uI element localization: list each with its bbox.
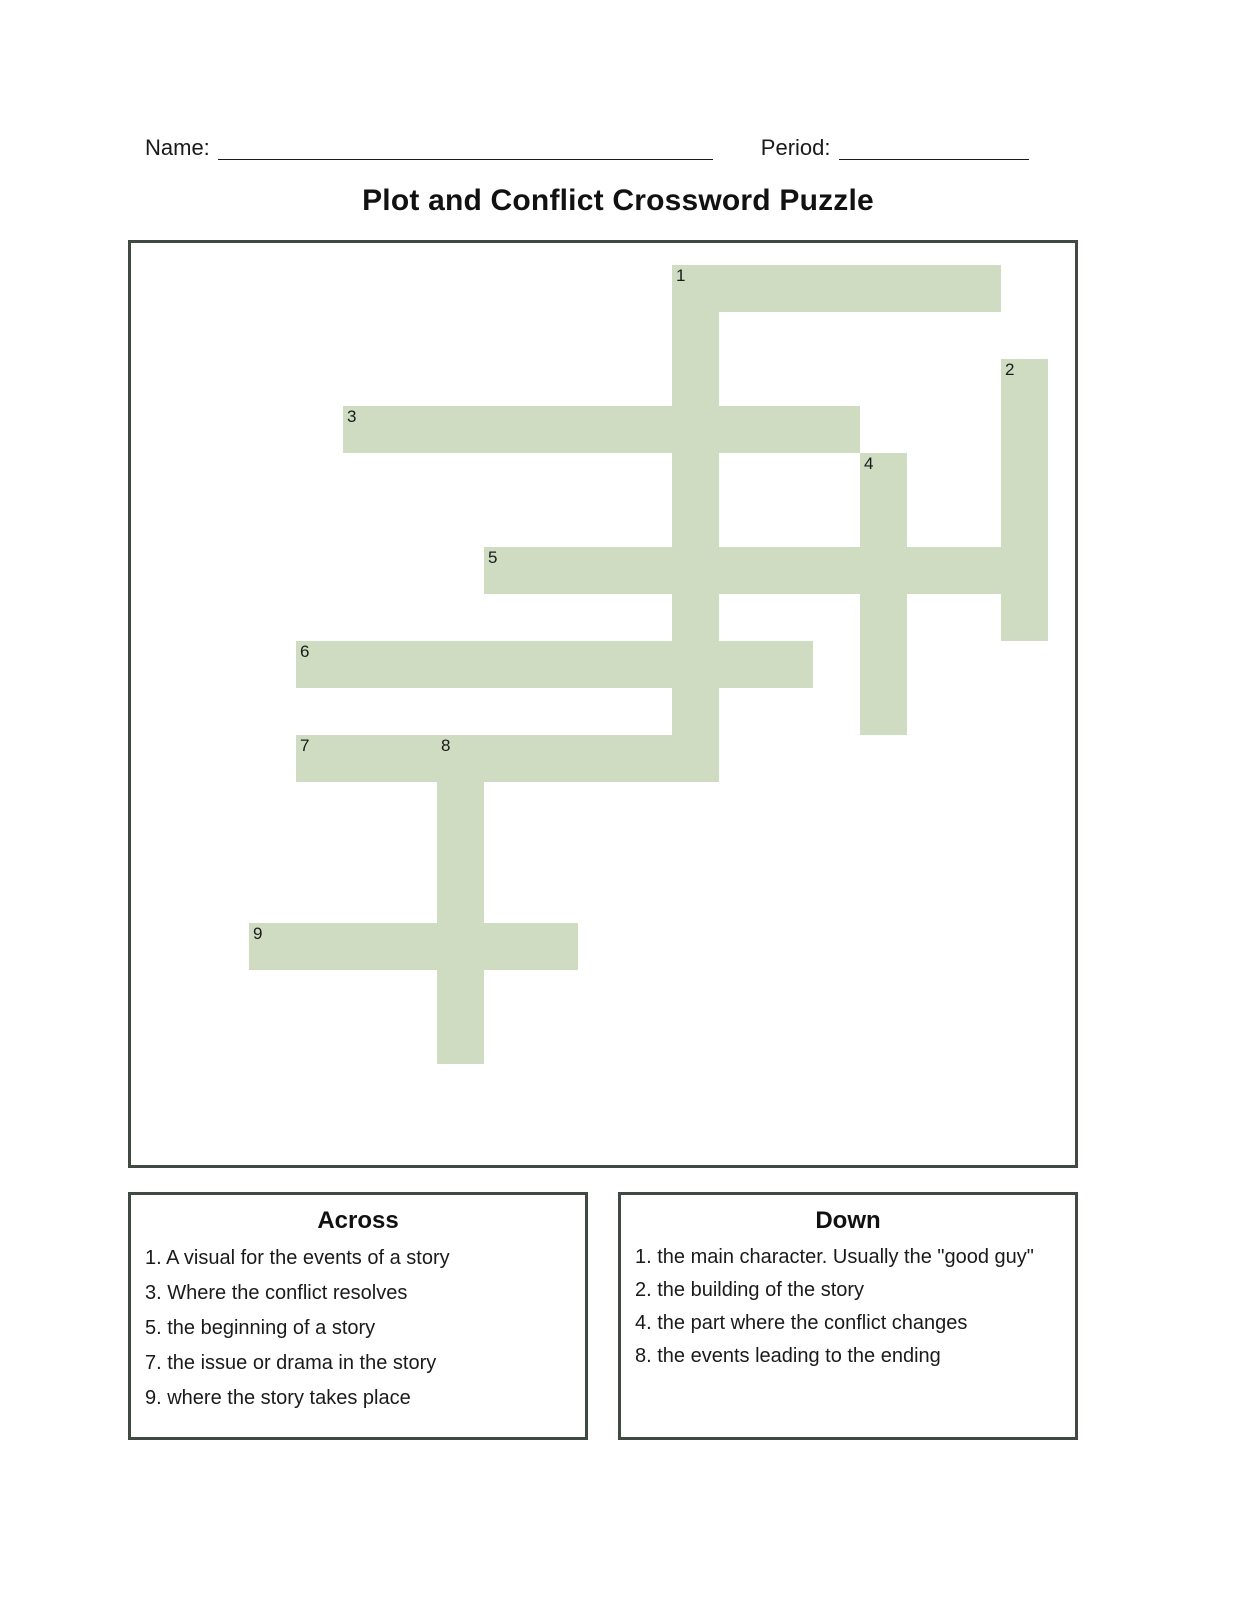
crossword-grid[interactable] (131, 243, 1075, 1165)
cell-number: 6 (300, 642, 310, 661)
name-input-line[interactable] (218, 137, 713, 160)
crossword-cell[interactable] (813, 547, 860, 594)
crossword-cell[interactable] (766, 641, 813, 688)
clue-item: 1. the main character. Usually the "good guy" (635, 1246, 1034, 1268)
across-heading: Across (317, 1207, 399, 1234)
crossword-cell[interactable] (1001, 500, 1048, 547)
crossword-cell[interactable] (437, 406, 484, 453)
clue-item: 4. the part where the conflict changes (635, 1312, 968, 1334)
crossword-cell[interactable] (719, 406, 766, 453)
crossword-cell[interactable] (860, 594, 907, 641)
across-clue-list (145, 1241, 571, 1416)
crossword-cell-numbered[interactable] (343, 406, 390, 453)
cell-number: 2 (1005, 360, 1015, 379)
crossword-cell-numbered[interactable] (296, 735, 343, 782)
crossword-cell[interactable] (672, 500, 719, 547)
crossword-cell[interactable] (484, 923, 531, 970)
crossword-cell[interactable] (672, 359, 719, 406)
crossword-cell[interactable] (860, 500, 907, 547)
crossword-cell[interactable] (578, 406, 625, 453)
crossword-cell[interactable] (343, 735, 390, 782)
crossword-cell[interactable] (390, 641, 437, 688)
crossword-cell[interactable] (531, 641, 578, 688)
crossword-cell[interactable] (813, 406, 860, 453)
crossword-grid-frame (128, 240, 1078, 1168)
crossword-cell[interactable] (437, 1017, 484, 1064)
cell-number: 3 (347, 407, 357, 426)
crossword-cell[interactable] (578, 735, 625, 782)
page-title: Plot and Conflict Crossword Puzzle (362, 184, 874, 217)
crossword-cell[interactable] (390, 406, 437, 453)
clue-item: 5. the beginning of a story (145, 1317, 376, 1339)
crossword-cell[interactable] (437, 876, 484, 923)
cell-number: 5 (488, 548, 498, 567)
crossword-cell[interactable] (954, 547, 1001, 594)
crossword-cell[interactable] (578, 641, 625, 688)
crossword-cell[interactable] (1001, 594, 1048, 641)
crossword-cell[interactable] (437, 641, 484, 688)
crossword-cell[interactable] (860, 265, 907, 312)
crossword-cell[interactable] (296, 923, 343, 970)
crossword-cell[interactable] (719, 547, 766, 594)
student-info-row (145, 126, 1065, 160)
crossword-cell[interactable] (672, 641, 719, 688)
crossword-cell[interactable] (907, 265, 954, 312)
crossword-cell[interactable] (625, 406, 672, 453)
clue-item: 7. the issue or drama in the story (145, 1352, 437, 1374)
crossword-cell[interactable] (531, 735, 578, 782)
crossword-cell[interactable] (672, 688, 719, 735)
crossword-cell[interactable] (672, 406, 719, 453)
crossword-cell-numbered[interactable] (860, 453, 907, 500)
cell-number: 7 (300, 736, 310, 755)
crossword-cell[interactable] (484, 641, 531, 688)
crossword-cell[interactable] (672, 312, 719, 359)
down-clues-box (618, 1192, 1078, 1440)
crossword-cell[interactable] (343, 641, 390, 688)
crossword-cell[interactable] (766, 265, 813, 312)
crossword-cell[interactable] (437, 970, 484, 1017)
clue-item: 3. Where the conflict resolves (145, 1282, 408, 1304)
crossword-cell-numbered[interactable] (484, 547, 531, 594)
crossword-cell[interactable] (578, 547, 625, 594)
name-label: Name: (145, 135, 210, 160)
period-label: Period: (760, 135, 831, 160)
crossword-cell[interactable] (719, 265, 766, 312)
crossword-cell[interactable] (531, 923, 578, 970)
crossword-cell[interactable] (625, 641, 672, 688)
clue-item: 8. the events leading to the ending (635, 1345, 941, 1367)
crossword-cell[interactable] (766, 406, 813, 453)
crossword-cell-numbered[interactable] (672, 265, 719, 312)
crossword-cell[interactable] (672, 453, 719, 500)
crossword-cell[interactable] (1001, 547, 1048, 594)
crossword-cell[interactable] (860, 688, 907, 735)
cell-number: 9 (253, 924, 263, 943)
clue-item: 2. the building of the story (635, 1279, 865, 1301)
cell-number: 1 (676, 266, 686, 285)
cell-number: 4 (864, 454, 874, 473)
crossword-cell[interactable] (531, 406, 578, 453)
down-clue-list (635, 1241, 1061, 1373)
crossword-cell[interactable] (907, 547, 954, 594)
crossword-cell[interactable] (860, 641, 907, 688)
crossword-cell[interactable] (437, 829, 484, 876)
crossword-cell[interactable] (390, 923, 437, 970)
crossword-cell[interactable] (672, 547, 719, 594)
crossword-cell[interactable] (390, 735, 437, 782)
crossword-cell-numbered[interactable] (249, 923, 296, 970)
clue-item: 9. where the story takes place (145, 1387, 411, 1409)
crossword-cell[interactable] (813, 265, 860, 312)
crossword-cell[interactable] (437, 782, 484, 829)
crossword-cell-numbered[interactable] (1001, 359, 1048, 406)
crossword-cell[interactable] (625, 735, 672, 782)
crossword-cell[interactable] (672, 594, 719, 641)
crossword-cell[interactable] (484, 735, 531, 782)
crossword-cell[interactable] (437, 923, 484, 970)
crossword-cell[interactable] (484, 406, 531, 453)
cell-number: 8 (441, 736, 451, 755)
crossword-cell[interactable] (1001, 453, 1048, 500)
crossword-cell[interactable] (719, 641, 766, 688)
crossword-cell[interactable] (1001, 406, 1048, 453)
crossword-cell[interactable] (531, 547, 578, 594)
crossword-cell-numbered[interactable] (296, 641, 343, 688)
crossword-cell[interactable] (625, 547, 672, 594)
crossword-cell-numbered[interactable] (437, 735, 484, 782)
crossword-cell[interactable] (860, 547, 907, 594)
down-heading: Down (815, 1207, 881, 1234)
crossword-cell[interactable] (672, 735, 719, 782)
clue-item: 1. A visual for the events of a story (145, 1247, 450, 1269)
across-clues-box (128, 1192, 588, 1440)
crossword-cell[interactable] (954, 265, 1001, 312)
crossword-cell[interactable] (343, 923, 390, 970)
period-input-line[interactable] (839, 137, 1029, 160)
crossword-cell[interactable] (766, 547, 813, 594)
